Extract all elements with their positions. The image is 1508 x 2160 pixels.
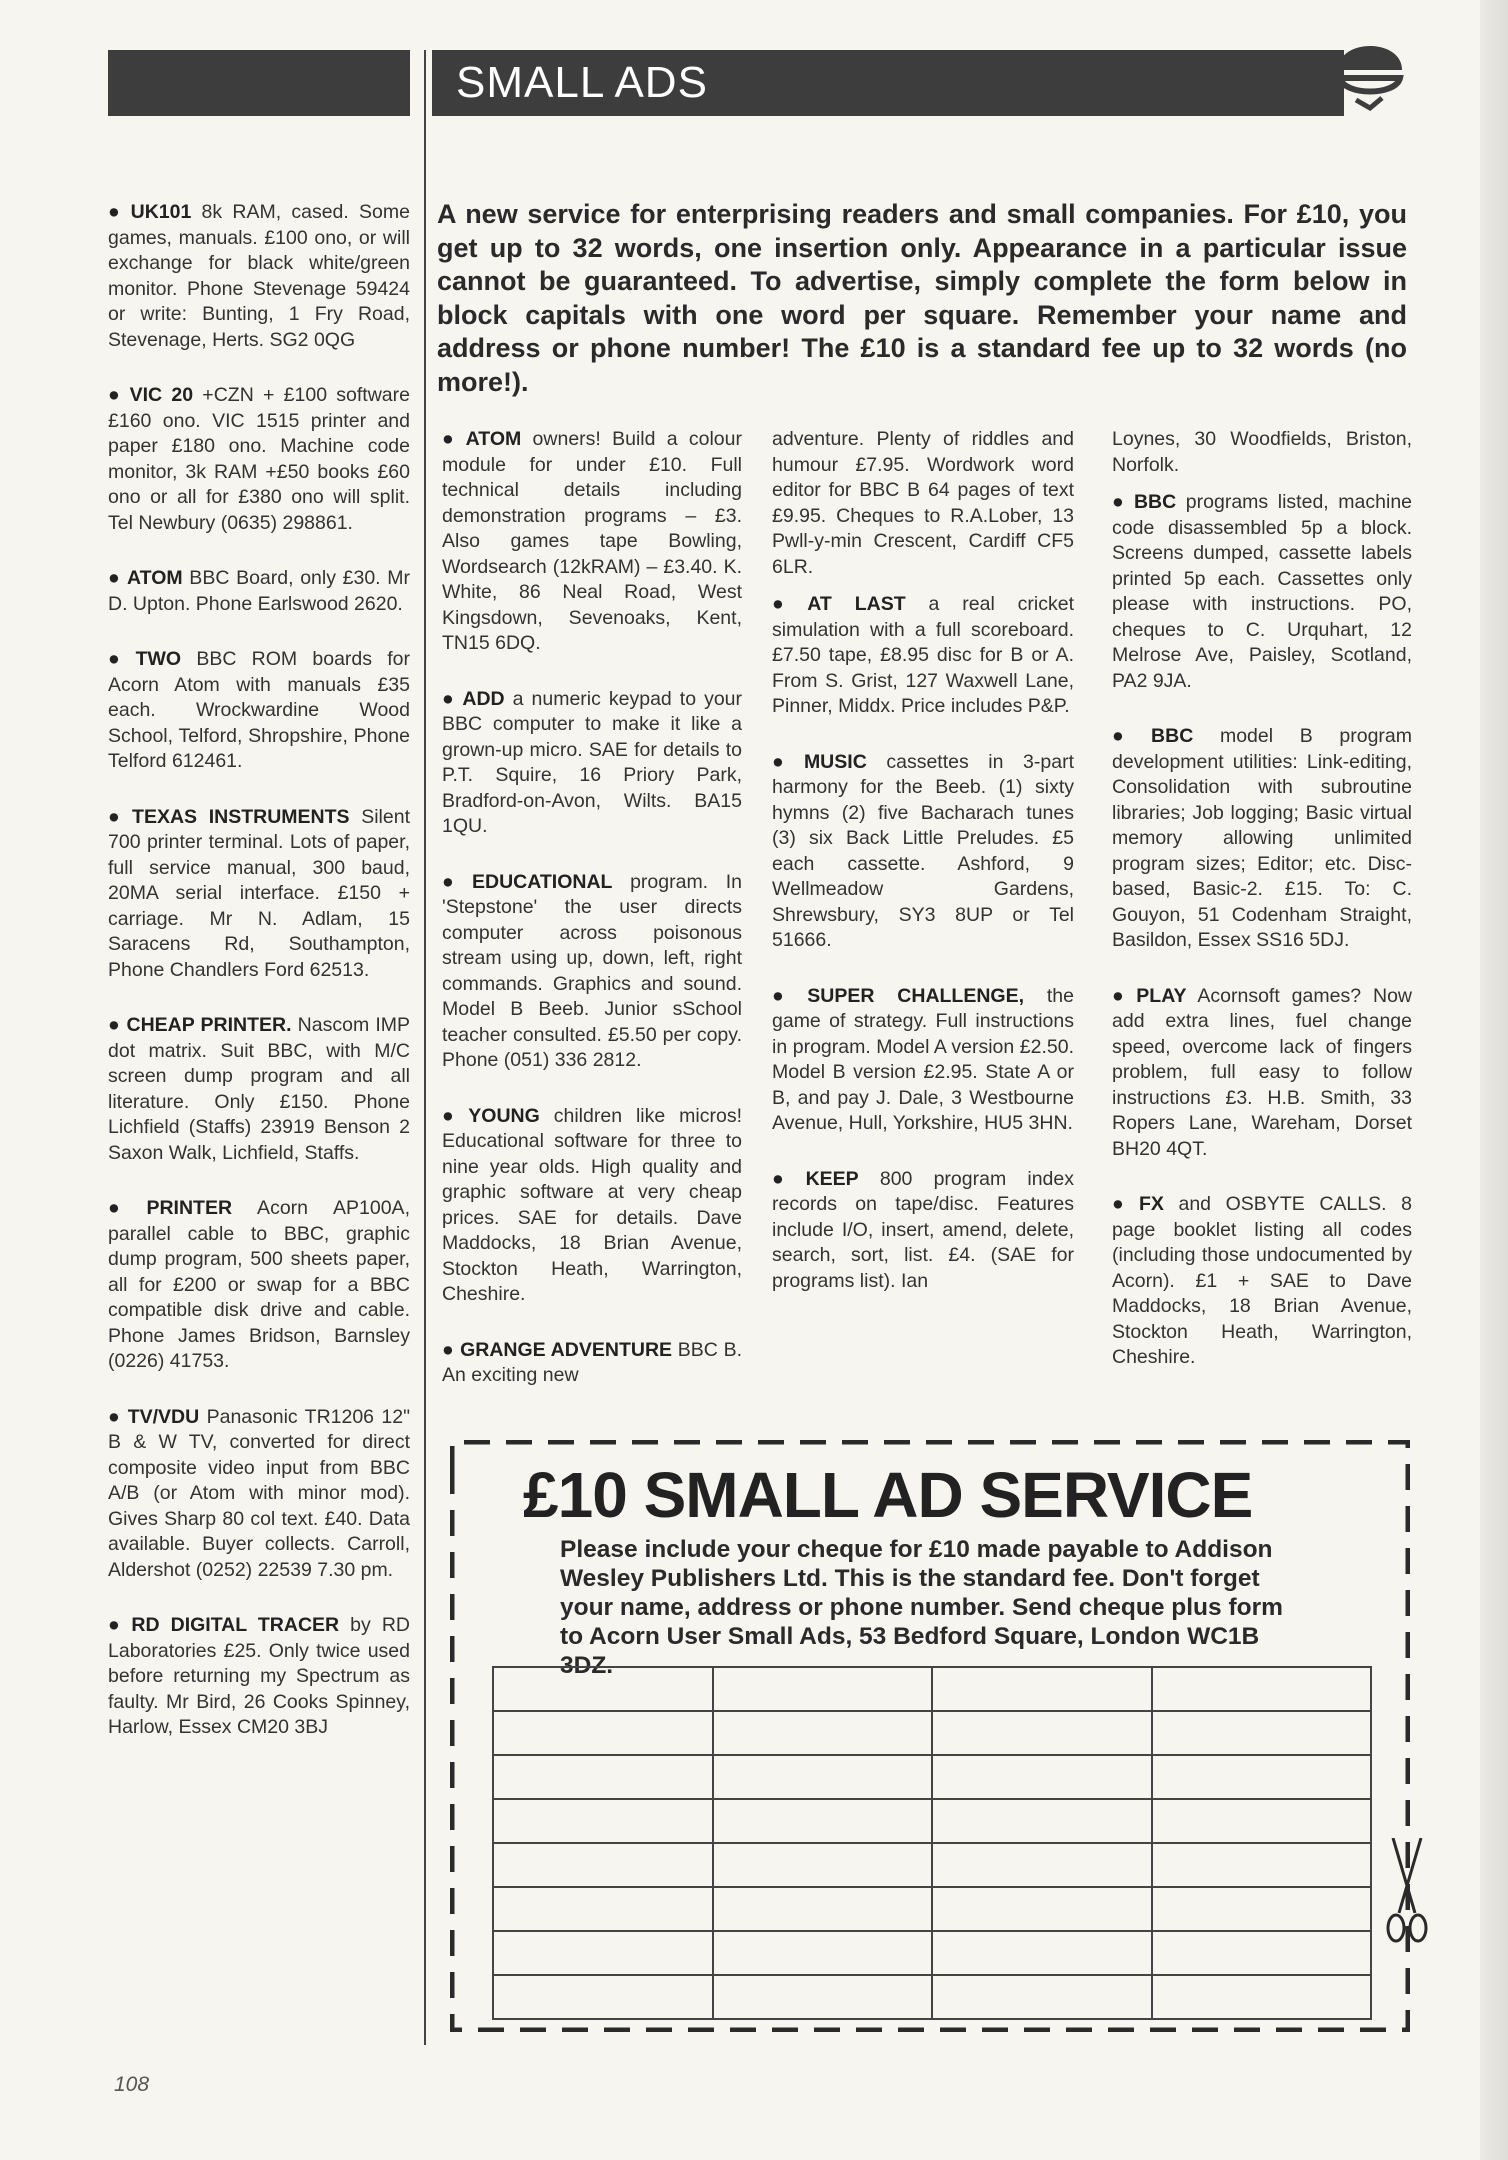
ad-keyword: AT LAST — [807, 593, 906, 615]
word-square[interactable] — [713, 1755, 933, 1799]
word-square[interactable] — [1152, 1667, 1372, 1711]
ad-text: 800 program index records on tape/disc. Features include I/O, insert, amend, delete, search, sort, list. £4. (SAE for programs list). Ian — [772, 1167, 1074, 1292]
ad-keyword: RD DIGITAL TRACER — [131, 1614, 340, 1636]
word-square[interactable] — [932, 1975, 1152, 2019]
ad-text: BBC ROM boards for Acorn Atom with manuals £35 each. Wrockwardine Wood School, Telford, Shropshire, Phone Telford 612461. — [108, 648, 411, 772]
ad-list-c — [1112, 490, 1412, 1371]
classified-ad — [108, 805, 410, 984]
grid-row — [493, 1711, 1371, 1755]
classified-ad — [108, 1013, 410, 1166]
classified-ad — [108, 1613, 410, 1741]
bullet-icon: ● — [108, 1014, 121, 1036]
section-title: SMALL ADS — [456, 58, 708, 107]
classified-ad — [772, 750, 1074, 954]
bullet-icon: ● — [108, 201, 125, 223]
ad-text: Panasonic TR1206 12" B & W TV, converted for direct composite video input from BBC A/B (or Atom with minor mod). Gives Sharp 80 col text. £40. Data available. Buyer collects. Carroll, Aldershot (0252) 22539 7.30 pm. — [108, 1405, 410, 1581]
ad-text: Acornsoft games? Now add extra lines, fuel change speed, overcome lack of fingers problem, full easy to follow instructions £3. H.B. Smith, 33 Ropers Lane, Wareham, Dorset BH20 4QT. — [1112, 984, 1412, 1160]
ad-text: 8k RAM, cased. Some games, manuals. £100 ono, or will exchange for black white/green monitor. Phone Stevenage 59424 or write: Bunting, 1 Fry Road, Stevenage, Herts. SG2 0QG — [108, 201, 410, 351]
ad-keyword: EDUCATIONAL — [471, 870, 613, 893]
bullet-icon: ● — [442, 1104, 463, 1127]
bullet-icon: ● — [108, 1614, 126, 1636]
ad-keyword: PRINTER — [146, 1197, 233, 1219]
bullet-icon: ● — [442, 870, 466, 893]
ad-text: a real cricket simulation with a full scoreboard. £7.50 tape, £8.95 disc for B or A. From S. Grist, 127 Waxwell Lane, Pinner, Middx. Price includes P&P. — [772, 593, 1075, 717]
ad-text: a numeric keypad to your BBC computer to make it like a grown-up micro. SAE for details to P.T. Squire, 16 Priory Park, Bradford-on-Avon, Wilts. BA15 1QU. — [442, 687, 742, 837]
ad-keyword: ADD — [462, 687, 505, 710]
word-square[interactable] — [713, 1799, 933, 1843]
ad-keyword: TV/VDU — [127, 1405, 200, 1428]
acorn-icon — [1330, 28, 1410, 138]
ads-column-left — [108, 200, 410, 1771]
ad-keyword: ATOM — [127, 567, 183, 589]
grid-row — [493, 1975, 1371, 2019]
bullet-icon: ● — [108, 648, 130, 670]
classified-ad — [442, 427, 742, 657]
ad-continuation: Loynes, 30 Woodfields, Briston, Norfolk. — [1112, 428, 1412, 476]
ad-keyword: TWO — [135, 648, 182, 670]
ad-text: cassettes in 3-part harmony for the Beeb. (1) sixty hymns (2) five Bacharach tunes (3) six Back Little Preludes. £5 each cassette. Ashford, 9 Wellmeadow Gardens, Shrewsbury, SY3 8UP or Tel 51666. — [772, 750, 1074, 951]
word-square[interactable] — [1152, 1975, 1372, 2019]
bullet-icon: ● — [1112, 491, 1128, 513]
bullet-icon: ● — [442, 428, 460, 450]
bullet-icon: ● — [772, 1167, 800, 1190]
ad-keyword: BBC — [1133, 491, 1177, 513]
word-square[interactable] — [493, 1799, 713, 1843]
classified-ad — [442, 870, 742, 1074]
word-square[interactable] — [493, 1843, 713, 1887]
coupon-instructions: Please include your cheque for £10 made payable to Addison Wesley Publishers Ltd. This is the standard fee. Don't forget your name, address or phone number. Send cheque plus form to Acorn User Small Ads, 53 Bedford Square, London WC1B 3DZ. — [560, 1536, 1283, 1679]
bullet-icon: ● — [108, 805, 127, 828]
ad-keyword: KEEP — [805, 1167, 859, 1190]
word-square[interactable] — [932, 1799, 1152, 1843]
ad-keyword: VIC 20 — [129, 384, 194, 406]
classified-ad — [108, 200, 410, 353]
word-square[interactable] — [932, 1843, 1152, 1887]
bullet-icon: ● — [1112, 725, 1146, 747]
classified-ad — [108, 1196, 410, 1375]
header-bar — [432, 50, 1344, 116]
word-square[interactable] — [1152, 1711, 1372, 1755]
ad-keyword: MUSIC — [803, 750, 867, 773]
ad-text: Silent 700 printer terminal. Lots of paper, full service manual, 300 baud, 20MA serial interface. £150 + carriage. Mr N. Adlam, 15 Saracens Rd, Southampton, Phone Chandlers Ford 62513. — [108, 805, 410, 981]
ad-keyword: SUPER CHALLENGE, — [807, 984, 1025, 1007]
word-square[interactable] — [1152, 1799, 1372, 1843]
word-square[interactable] — [932, 1755, 1152, 1799]
column-divider — [424, 50, 426, 2045]
grid-row — [493, 1799, 1371, 1843]
word-square[interactable] — [713, 1711, 933, 1755]
classified-ad — [108, 647, 410, 775]
ad-keyword: CHEAP PRINTER. — [126, 1014, 292, 1036]
word-square[interactable] — [493, 1711, 713, 1755]
page-number: 108 — [114, 2073, 150, 2096]
ad-text: BBC Board, only £30. Mr D. Upton. Phone Earlswood 2620. — [108, 567, 410, 615]
ad-list-b — [772, 592, 1074, 1294]
ad-text: program. In 'Stepstone' the user directs computer across poisonous stream using up, down, left, right commands. Graphics and sound. Model B Beeb. Junior sSchool teacher consulted. £5.50 per copy. Phone (051) 336 2812. — [442, 870, 742, 1071]
bullet-icon: ● — [108, 384, 124, 406]
word-entry-grid[interactable] — [492, 1666, 1372, 2020]
word-square[interactable] — [713, 1843, 933, 1887]
bullet-icon: ● — [108, 1197, 141, 1219]
coupon-title: £10 SMALL AD SERVICE — [523, 1459, 1253, 1531]
ads-column-c — [1112, 427, 1412, 1401]
classified-ad — [442, 687, 742, 840]
classified-ad — [1112, 490, 1412, 694]
header-bar-left — [108, 50, 410, 116]
bullet-icon: ● — [1112, 984, 1131, 1007]
ad-keyword: GRANGE ADVENTURE — [460, 1338, 673, 1361]
ad-text: BBC B. An exciting new — [442, 1338, 743, 1386]
ad-text: Acorn AP100A, parallel cable to BBC, graphic dump program, 500 sheets paper, all for £200 or swap for a BBC compatible disk drive and cable. Phone James Bridson, Barnsley (0226) 41753. — [108, 1197, 410, 1372]
grid-row — [493, 1755, 1371, 1799]
ad-text: programs listed, machine code disassembled 5p a block. Screens dumped, cassette labels printed 5p each. Cassettes only please with instructions. PO, cheques to C. Urquhart, 12 Melrose Ave, Paisley, Scotland, PA2 9JA. — [1112, 491, 1413, 692]
intro-paragraph: A new service for enterprising readers and small companies. For £10, you get up to 32 words, one insertion only. Appearance in a particular issue cannot be guaranteed. To advertise, simply complete the form below in block capitals with one word per square. Remember your name and address or phone number! The £10 is a standard fee up to 32 words (no more!). — [437, 199, 1407, 397]
word-square[interactable] — [713, 1887, 933, 1931]
classified-ad — [1112, 1192, 1412, 1371]
ad-text: by RD Laboratories £25. Only twice used before returning my Spectrum as faulty. Mr Bird, 26 Cooks Spinney, Harlow, Essex CM20 3BJ — [108, 1614, 410, 1738]
bullet-icon: ● — [772, 750, 798, 773]
bullet-icon: ● — [772, 984, 802, 1007]
classified-ad — [772, 1167, 1074, 1295]
word-square[interactable] — [493, 1887, 713, 1931]
word-square[interactable] — [932, 1711, 1152, 1755]
bullet-icon: ● — [108, 567, 122, 589]
bullet-icon: ● — [1112, 1193, 1133, 1215]
word-square[interactable] — [932, 1931, 1152, 1975]
bullet-icon: ● — [108, 1405, 122, 1428]
ad-text: and OSBYTE CALLS. 8 page booklet listing all codes (including those undocumented by Acorn). £1 + SAE to Dave Maddocks, 18 Brian Avenue, Stockton Heath, Warrington, Cheshire. — [1112, 1193, 1412, 1368]
word-square[interactable] — [1152, 1755, 1372, 1799]
ad-continuation: adventure. Plenty of riddles and humour £7.95. Wordwork word editor for BBC B 64 pages of text £9.95. Cheques to R.A.Lober, 13 Pwll-y-min Crescent, Cardiff CF5 6LR. — [772, 428, 1074, 578]
ad-keyword: TEXAS INSTRUMENTS — [132, 805, 350, 828]
ads-column-a — [442, 427, 742, 1419]
bullet-icon: ● — [772, 593, 802, 615]
classified-ad — [1112, 984, 1412, 1163]
ad-order-coupon — [450, 1440, 1410, 2032]
classified-ad — [442, 1104, 742, 1308]
word-square[interactable] — [1152, 1843, 1372, 1887]
ad-keyword: FX — [1138, 1193, 1164, 1215]
word-square[interactable] — [713, 1931, 933, 1975]
classified-ad — [108, 383, 410, 536]
word-square[interactable] — [1152, 1931, 1372, 1975]
word-square[interactable] — [932, 1887, 1152, 1931]
grid-row — [493, 1843, 1371, 1887]
classified-ad — [772, 592, 1074, 720]
ad-keyword: BBC — [1151, 725, 1194, 747]
word-square[interactable] — [713, 1975, 933, 2019]
classified-ad — [772, 984, 1074, 1137]
ad-text: the game of strategy. Full instructions in program. Model A version £2.50. Model B version £2.95. State A or B, and pay J. Dale, 3 Westbourne Avenue, Hull, Yorkshire, HU5 3HN. — [772, 984, 1074, 1134]
classified-ad — [442, 1338, 742, 1389]
classified-ad — [108, 566, 410, 617]
classified-ad — [1112, 724, 1412, 954]
scissors-icon — [1385, 1838, 1429, 1948]
ads-column-b — [772, 427, 1074, 1324]
ad-text: +CZN + £100 software £160 ono. VIC 1515 printer and paper £180 ono. Machine code monitor, 3k RAM +£50 books £60 ono or all for £380 ono will split. Tel Newbury (0635) 298861. — [108, 384, 410, 534]
ad-keyword: PLAY — [1136, 984, 1187, 1007]
ad-text: model B program development utilities: Link-editing, Consolidation with subroutine libraries; Job logging; Basic virtual memory allowing unlimited program sizes; Editor; etc. Disc-based, Basic-2. £15. To: C. Gouyon, 51 Codenham Straight, Basildon, Essex SS16 5DJ. — [1112, 725, 1413, 951]
ad-text: owners! Build a colour module for under £10. Full technical details including demonstration programs – £3. Also games tape Bowling, Wordsearch (12kRAM) – £3.40. K. White, 86 Neal Road, West Kingsdown, Sevenoaks, Kent, TN15 6DQ. — [442, 428, 742, 654]
word-square[interactable] — [713, 1667, 933, 1711]
ad-keyword: YOUNG — [468, 1104, 540, 1127]
grid-row — [493, 1887, 1371, 1931]
word-square[interactable] — [1152, 1887, 1372, 1931]
ad-text: Nascom IMP dot matrix. Suit BBC, with M/C screen dump program and all literature. Only £150. Phone Lichfield (Staffs) 23919 Benson 2 Saxon Walk, Lichfield, Staffs. — [108, 1014, 410, 1164]
page-spine-shadow — [1480, 0, 1508, 2160]
word-square[interactable] — [493, 1931, 713, 1975]
classified-ad — [108, 1405, 410, 1584]
grid-row — [493, 1931, 1371, 1975]
ad-keyword: ATOM — [465, 428, 522, 450]
ad-keyword: UK101 — [130, 201, 192, 223]
bullet-icon: ● — [442, 1338, 455, 1361]
word-square[interactable] — [493, 1975, 713, 2019]
bullet-icon: ● — [442, 687, 457, 710]
word-square[interactable] — [493, 1755, 713, 1799]
grid-row — [493, 1667, 1371, 1711]
word-square[interactable] — [932, 1667, 1152, 1711]
ad-text: children like micros! Educational software for three to nine year olds. High quality and graphic software at very cheap prices. SAE for details. Dave Maddocks, 18 Brian Avenue, Stockton Heath, Warrington, Cheshire. — [442, 1104, 742, 1305]
word-square[interactable] — [493, 1667, 713, 1711]
